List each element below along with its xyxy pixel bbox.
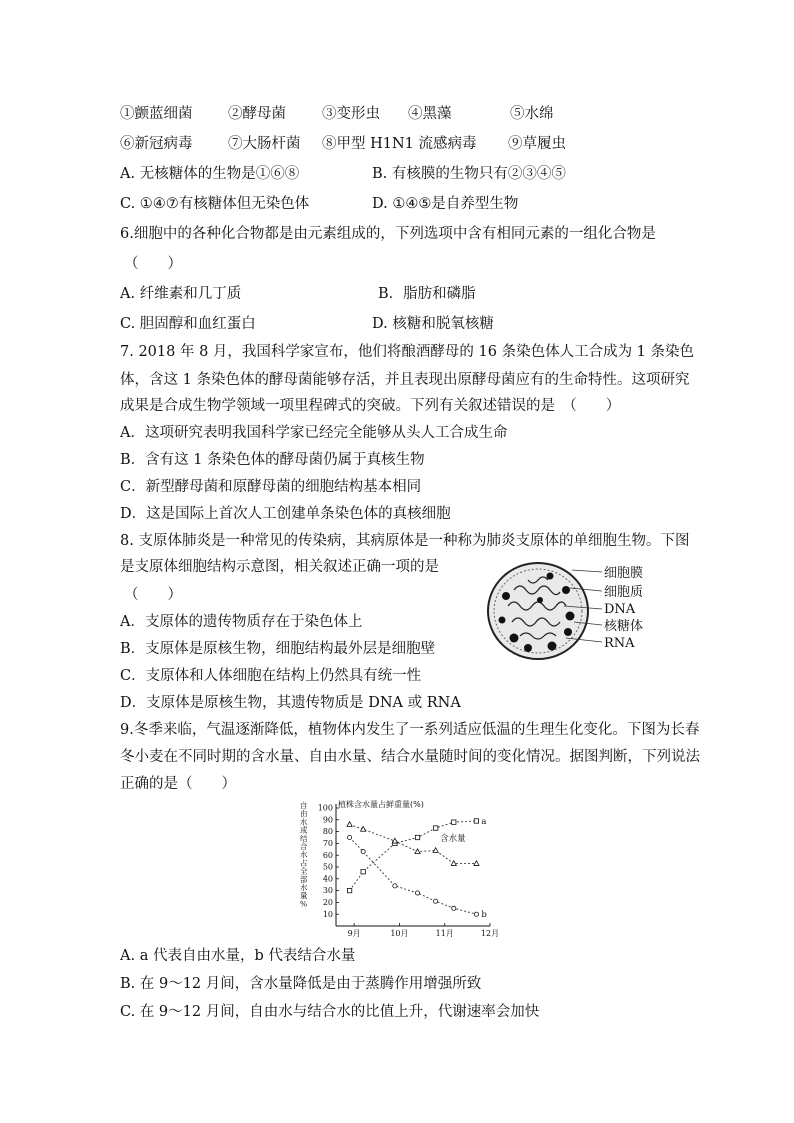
organism-item: ⑧甲型 H1N1 流感病毒 bbox=[322, 136, 477, 152]
q7-option-d: D．这是国际上首次人工创建单条染色体的真核细胞 bbox=[120, 506, 451, 522]
data-point-square bbox=[347, 888, 351, 892]
label-ribosome: 核糖体 bbox=[604, 619, 644, 634]
q8-stem-line-1: 8. 支原体肺炎是一种常见的传染病，其病原体是一种称为肺炎支原体的单细胞生物。下图 bbox=[120, 533, 690, 549]
data-point-circle bbox=[415, 891, 419, 895]
organism-item: ⑤水绵 bbox=[510, 106, 554, 122]
data-point-circle bbox=[393, 884, 397, 888]
y-tick-label: 90 bbox=[322, 815, 333, 825]
series-label: a bbox=[481, 816, 487, 827]
y-tick-label: 70 bbox=[322, 839, 333, 848]
water-content-chart bbox=[294, 796, 504, 950]
data-point-triangle bbox=[392, 838, 397, 843]
q9-stem-line-2: 冬小麦在不同时期的含水量、自由水量、结合水量随时间的变化情况。据图判断，下列说法 bbox=[120, 749, 700, 765]
y-tick-label: 30 bbox=[322, 886, 333, 896]
data-point-circle bbox=[361, 850, 365, 854]
y-tick-label: 20 bbox=[322, 898, 333, 907]
data-point-triangle bbox=[433, 848, 438, 853]
y-tick-label: 60 bbox=[322, 850, 333, 860]
q6-option-c: C. 胆固醇和血红蛋白 bbox=[120, 316, 256, 332]
q7-option-b: B．含有这 1 条染色体的酵母菌仍属于真核生物 bbox=[120, 452, 425, 468]
data-point-triangle bbox=[347, 822, 352, 827]
label-cell-membrane: 细胞膜 bbox=[604, 566, 644, 581]
label-dna: DNA bbox=[604, 602, 636, 617]
q6-stem: 6.细胞中的各种化合物都是由元素组成的，下列选项中含有相同元素的一组化合物是 bbox=[120, 226, 656, 242]
data-point-circle bbox=[434, 899, 438, 903]
chart-title: 植株含水量占鲜重量(%) bbox=[338, 800, 424, 809]
x-tick-label: 11月 bbox=[435, 929, 454, 938]
organism-item: ③变形虫 bbox=[322, 106, 380, 122]
q7-stem-line-1: 7. 2018 年 8 月，我国科学家宣布，他们将酿酒酵母的 16 条染色体人工合成为 1 条染色 bbox=[120, 344, 695, 360]
data-point-square bbox=[415, 835, 419, 839]
data-point-circle bbox=[474, 912, 478, 916]
q9-option-a: A. a 代表自由水量，b 代表结合水量 bbox=[120, 948, 356, 964]
q8-option-b: B．支原体是原核生物，细胞结构最外层是细胞壁 bbox=[120, 641, 436, 657]
label-rna: RNA bbox=[604, 636, 635, 651]
x-tick-label: 9月 bbox=[347, 929, 361, 938]
y-tick-label: 40 bbox=[322, 874, 333, 884]
data-point-circle bbox=[347, 835, 351, 839]
data-point-square bbox=[452, 820, 456, 824]
q7-option-c: C．新型酵母菌和原酵母菌的细胞结构基本相同 bbox=[120, 479, 422, 495]
data-point-square bbox=[361, 870, 365, 874]
q5-option-a: A. 无核糖体的生物是①⑥⑧ bbox=[120, 166, 300, 182]
chart-y-axis-label: 自由水或结合水占全部水量% bbox=[300, 801, 308, 909]
q6-answer-blank: （ ） bbox=[124, 256, 182, 272]
cell-membrane-shape bbox=[488, 563, 588, 659]
organism-item: ①颤蓝细菌 bbox=[120, 106, 193, 122]
data-point-circle bbox=[452, 906, 456, 910]
q9-option-b: B. 在 9～12 月间，含水量降低是由于蒸腾作用增强所致 bbox=[120, 976, 482, 992]
q8-answer-blank: （ ） bbox=[124, 587, 182, 603]
q6-option-a: A. 纤维素和几丁质 bbox=[120, 286, 242, 302]
q6-option-d: D. 核糖和脱氧核糖 bbox=[372, 316, 494, 332]
y-tick-label: 50 bbox=[322, 862, 333, 872]
series-label: 含水量 bbox=[440, 834, 466, 845]
y-tick-label: 80 bbox=[322, 827, 333, 837]
x-tick-label: 12月 bbox=[480, 929, 500, 938]
organism-item: ④黑藻 bbox=[408, 106, 452, 122]
q8-option-a: A．支原体的遗传物质存在于染色体上 bbox=[120, 614, 363, 630]
q7-stem-line-2: 体，含这 1 条染色体的酵母菌能够存活，并且表现出原酵母菌应有的生命特性。这项研究 bbox=[120, 372, 690, 388]
organism-item: ⑥新冠病毒 bbox=[120, 136, 193, 152]
organism-item: ②酵母菌 bbox=[228, 106, 286, 122]
organism-item: ⑦大肠杆菌 bbox=[228, 136, 301, 152]
q5-option-d: D. ①④⑤是自养型生物 bbox=[372, 196, 519, 212]
q5-option-c: C. ①④⑦有核糖体但无染色体 bbox=[120, 196, 310, 212]
data-point-triangle bbox=[451, 861, 456, 866]
q8-option-d: D．支原体是原核生物，其遗传物质是 DNA 或 RNA bbox=[120, 695, 461, 711]
q9-option-c: C. 在 9～12 月间，自由水与结合水的比值上升，代谢速率会加快 bbox=[120, 1004, 540, 1020]
q7-option-a: A．这项研究表明我国科学家已经完全能够从头人工合成生命 bbox=[120, 425, 508, 441]
q9-stem-line-1: 9.冬季来临，气温逐渐降低，植物体内发生了一系列适应低温的生理生化变化。下图为长春 bbox=[120, 722, 700, 738]
mycoplasma-cell-figure bbox=[484, 560, 684, 674]
data-point-triangle bbox=[474, 861, 479, 866]
data-point-square bbox=[433, 826, 437, 830]
data-point-square bbox=[474, 819, 478, 823]
q9-stem-line-3: 正确的是（ ） bbox=[120, 776, 236, 792]
organism-item: ⑨草履虫 bbox=[508, 136, 566, 152]
label-cytoplasm: 细胞质 bbox=[604, 585, 644, 600]
series-label: b bbox=[481, 910, 487, 921]
q6-option-b: B．脂肪和磷脂 bbox=[378, 286, 476, 302]
q7-stem-line-3: 成果是合成生物学领域一项里程碑式的突破。下列有关叙述错误的是 （ ） bbox=[120, 398, 621, 414]
q8-stem-line-2: 是支原体细胞结构示意图，相关叙述正确一项的是 bbox=[120, 559, 439, 575]
y-tick-label: 100 bbox=[317, 803, 333, 813]
series-line-2 bbox=[350, 838, 477, 915]
y-tick-label: 10 bbox=[322, 909, 333, 919]
q5-option-b: B. 有核膜的生物只有②③④⑤ bbox=[372, 166, 566, 182]
data-point-triangle bbox=[415, 849, 420, 854]
q8-option-c: C．支原体和人体细胞在结构上仍然具有统一性 bbox=[120, 668, 422, 684]
x-tick-label: 10月 bbox=[390, 929, 409, 938]
